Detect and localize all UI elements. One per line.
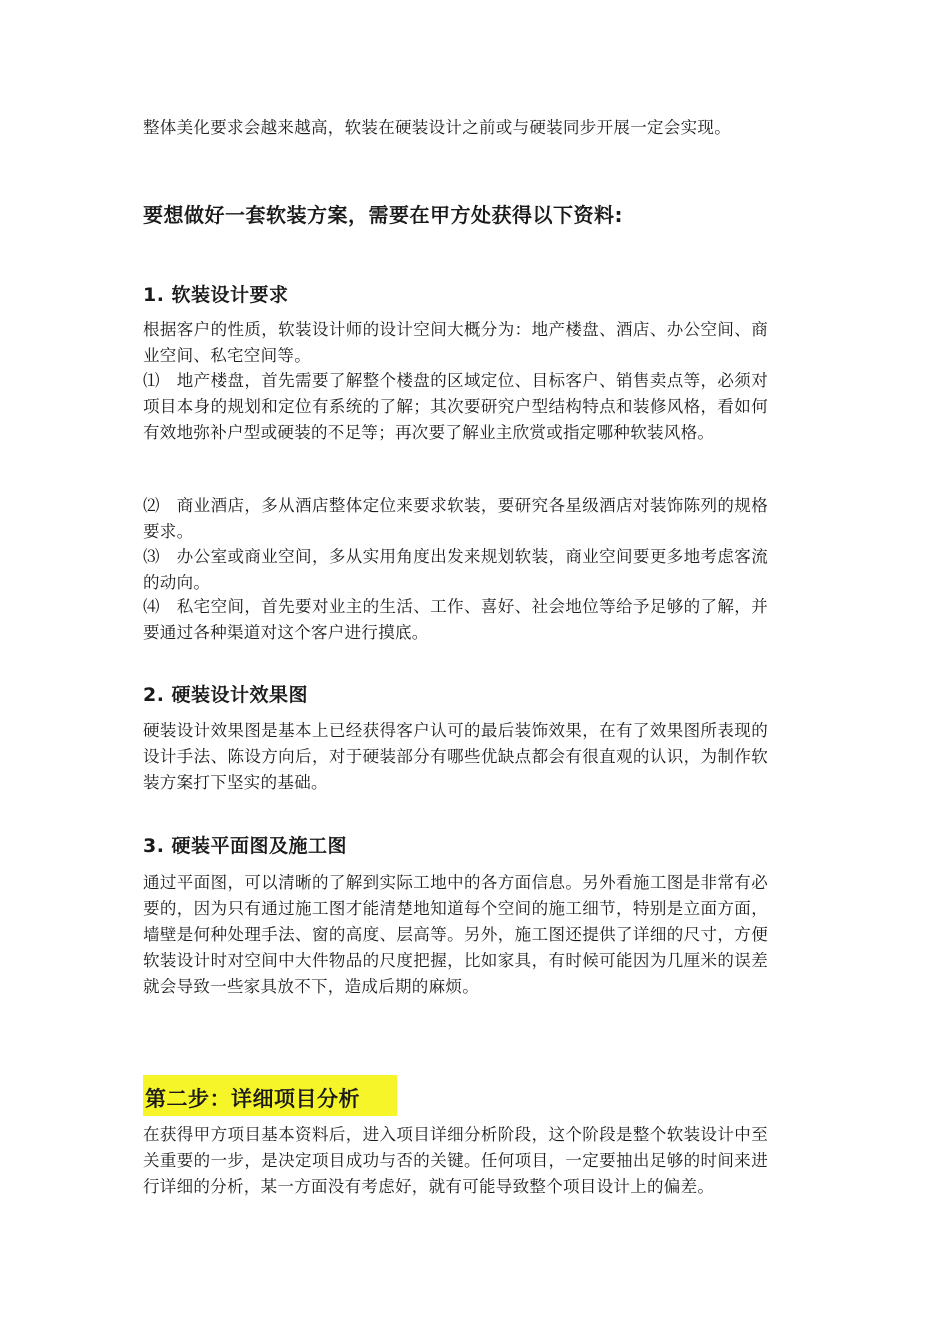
- section3-paragraph: 通过平面图，可以清晰的了解到实际工地中的各方面信息。另外看施工图是非常有必要的，因为只有通过施工图才能清楚地知道每个空间的施工细节，特别是立面方面，墙壁是何种处理手法、窗的高度、层高等。另外，施工图还提供了详细的尺寸，方便软装设计时对空间中大件物品的尺度把握，比如家具，有时候可能因为几厘米的误差就会导致一些家具放不下，造成后期的麻烦。: [143, 873, 768, 996]
- section2-paragraph: 硬装设计效果图是基本上已经获得客户认可的最后装饰效果，在有了效果图所表现的设计手法、陈设方向后，对于硬装部分有哪些优缺点都会有很直观的认识，为制作软装方案打下坚实的基础。: [143, 721, 768, 792]
- section1-item-4: ⑷ 私宅空间，首先要对业主的生活、工作、喜好、社会地位等给予足够的了解，并要通过各种渠道对这个客户进行摸底。: [143, 597, 768, 642]
- section3-heading: 3. 硬装平面图及施工图: [143, 835, 348, 857]
- intro-paragraph: 整体美化要求会越来越高，软装在硬装设计之前或与硬装同步开展一定会实现。: [143, 118, 731, 137]
- section2-heading: 2. 硬装设计效果图: [143, 684, 309, 706]
- section1-item-3: ⑶ 办公室或商业空间，多从实用角度出发来规划软装，商业空间要更多地考虑客流的动向。: [143, 547, 768, 592]
- section1-heading: 1. 软装设计要求: [143, 284, 289, 306]
- step2-paragraph: 在获得甲方项目基本资料后，进入项目详细分析阶段，这个阶段是整个软装设计中至关重要的一步，是决定项目成功与否的关键。任何项目，一定要抽出足够的时间来进行详细的分析，某一方面没有考虑好，就有可能导致整个项目设计上的偏差。: [143, 1125, 768, 1196]
- section1-item-2: ⑵ 商业酒店，多从酒店整体定位来要求软装，要研究各星级酒店对装饰陈列的规格要求。: [143, 496, 768, 541]
- section1-paragraph: 根据客户的性质，软装设计师的设计空间大概分为：地产楼盘、酒店、办公空间、商业空间、私宅空间等。: [143, 320, 768, 365]
- step2-heading: 第二步：详细项目分析: [143, 1075, 397, 1116]
- intro-heading: 要想做好一套软装方案，需要在甲方处获得以下资料:: [143, 203, 623, 227]
- section1-item-1: ⑴ 地产楼盘，首先需要了解整个楼盘的区域定位、目标客户、销售卖点等，必须对项目本身的规划和定位有系统的了解；其次要研究户型结构特点和装修风格，看如何有效地弥补户型或硬装的不足等；再次要了解业主欣赏或指定哪种软装风格。: [143, 371, 768, 442]
